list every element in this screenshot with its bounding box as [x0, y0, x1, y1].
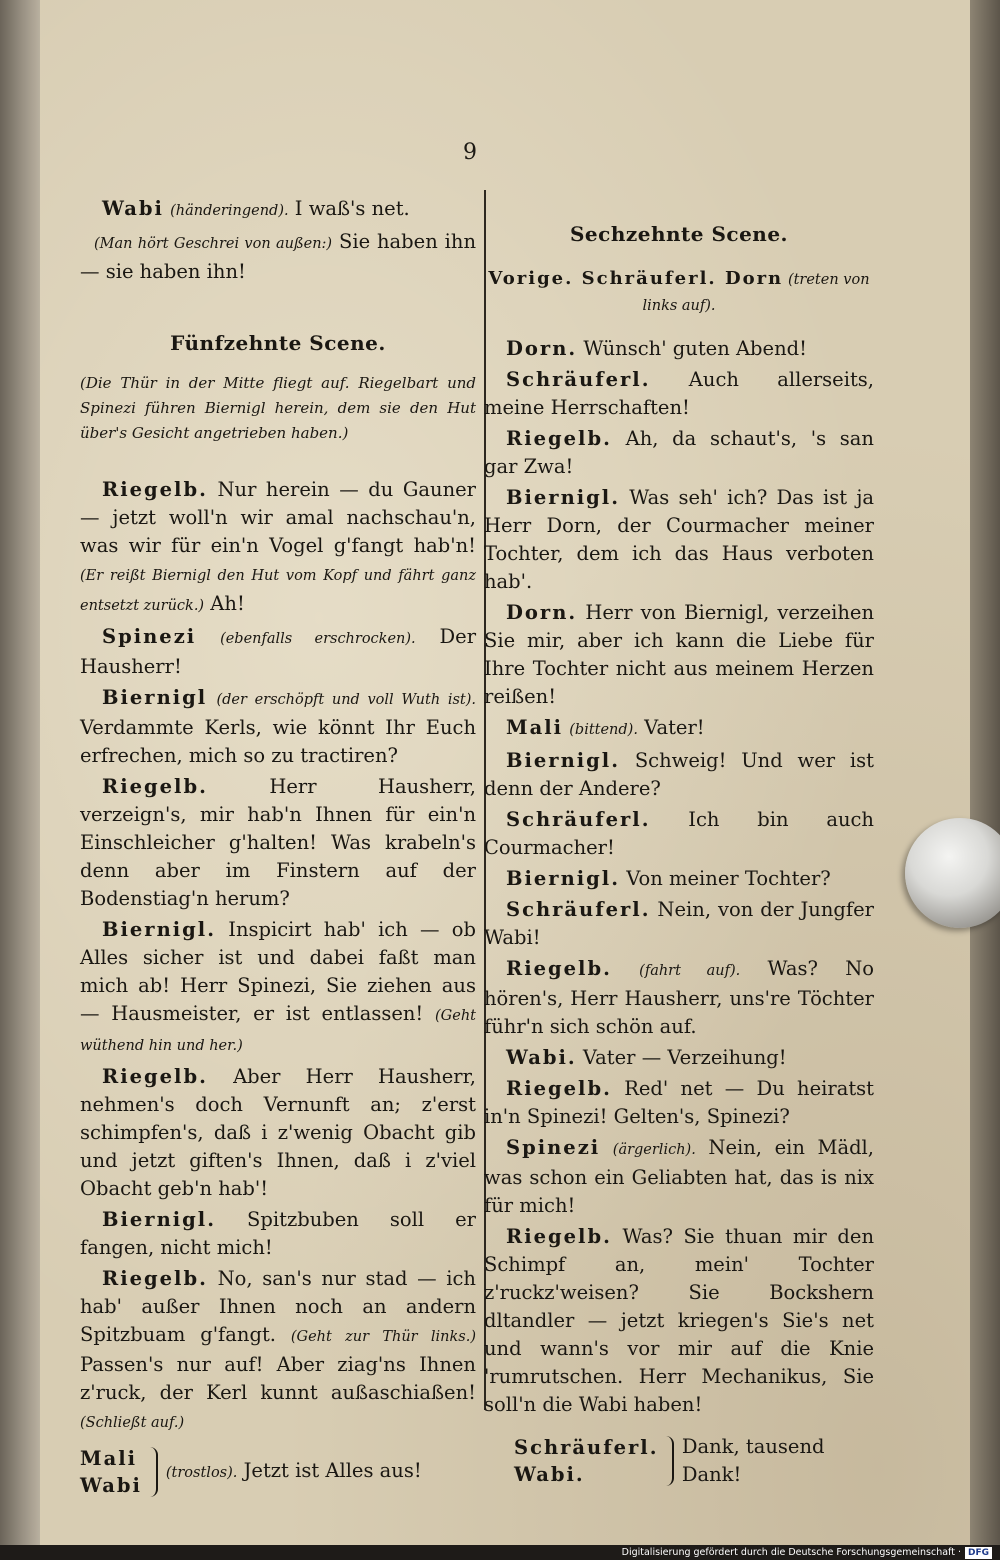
speaker: Wabi.: [514, 1463, 585, 1486]
left-dialogue-list: [80, 476, 476, 1437]
dialogue: Herr Hausherr, verzeign's, mir hab'n Ihnen für ein'n Einschleicher g'halten! Was krabeln's denn aber im Finstern auf der Bodenstiag'n herum?: [80, 775, 476, 910]
speaker: Riegelb.: [506, 1077, 612, 1100]
page-right-edge: [970, 0, 1000, 1545]
dialogue: Was? No hören's, Herr Hausherr, uns're Töchter führ'n sich schön auf.: [484, 957, 874, 1038]
dialogue-line: [484, 896, 874, 952]
scene-direction: (Die Thür in der Mitte fliegt auf. Riegelbart und Spinezi führen Biernigl herein, dem sie den Hut über's Gesicht angetrieben haben.): [80, 374, 476, 442]
dialogue-line: [80, 623, 476, 681]
duo-line: [484, 1433, 874, 1489]
speaker: Riegelb.: [102, 1065, 208, 1088]
duo-speech: [166, 1457, 422, 1487]
speaker: Schräuferl.: [506, 368, 651, 391]
dialogue: Passen's nur auf! Aber ziag'ns Ihnen z'ruck, der Kerl kunnt außaschiaßen!: [80, 1353, 476, 1404]
dialogue: Dank, tausend Dank!: [681, 1435, 825, 1486]
stage-direction: (trostlos).: [165, 1465, 238, 1481]
dialogue: No, san's nur stad — ich hab' außer Ihnen noch an andern Spitzbuam g'fangt.: [80, 1267, 476, 1346]
dialogue-line: [484, 865, 874, 893]
dialogue-line: [484, 1134, 874, 1220]
dialogue: Was? Sie thuan mir den Schimpf an, mein' Tochter z'ruckz'weisen? Sie Bockshern dltandler — jetzt kriegen's Sie's net und wann's vor mir auf die Knie 'rumrutschen. Herr Mechanikus, Sie soll'n die Wabi haben!: [484, 1225, 875, 1416]
page-number: 9: [463, 140, 477, 165]
speaker: Mali: [506, 716, 564, 739]
digitization-credit: [622, 1545, 992, 1560]
speaker: Riegelb.: [102, 1267, 208, 1290]
speaker: Riegelb.: [506, 427, 612, 450]
duo-line: [80, 1445, 476, 1499]
opening-line: [80, 195, 476, 225]
brace-glyph: [148, 1447, 158, 1497]
dialogue: Wünsch' guten Abend!: [583, 337, 807, 360]
speaker: Spinezi: [506, 1136, 601, 1159]
dialogue: Auch allerseits, meine Herrschaften!: [484, 368, 875, 419]
dialogue-line: [80, 476, 476, 620]
dialogue-line: [80, 1265, 476, 1437]
speaker: Biernigl.: [506, 749, 620, 772]
dialogue-line: [484, 1075, 874, 1131]
stage-direction: (Geht zur Thür links.): [290, 1329, 476, 1345]
scene-heading: Fünfzehnte Scene.: [170, 331, 386, 355]
dialogue: Nein, von der Jungfer Wabi!: [484, 898, 874, 949]
dialogue-line: [484, 366, 874, 422]
offstage-line: [80, 228, 476, 286]
dialogue: Von meiner Tochter?: [626, 867, 831, 890]
dialogue: Schweig! Und wer ist denn der Andere?: [484, 749, 874, 800]
stage-direction: (treten von links auf).: [642, 272, 870, 314]
brace-glyph: [664, 1436, 673, 1486]
speaker: Schräuferl.: [514, 1436, 659, 1459]
dialogue-line: [484, 714, 874, 744]
dialogue-line: [484, 599, 874, 711]
speaker: Biernigl.: [506, 867, 620, 890]
dialogue-line: [80, 684, 476, 770]
speaker: Wabi.: [506, 1046, 577, 1069]
right-column: [484, 220, 874, 1489]
dialogue: Verdammte Kerls, wie könnt Ihr Euch erfrechen, mich so zu tractiren?: [80, 716, 476, 767]
dialogue-line: [484, 806, 874, 862]
dialogue-line: [484, 747, 874, 803]
stage-direction: (händeringend).: [170, 203, 289, 219]
speakers: Vorige. Schräuferl. Dorn: [488, 268, 784, 289]
stage-direction: (der erschöpft und voll Wuth ist).: [216, 692, 477, 708]
dialogue-line: [80, 1206, 476, 1262]
speaker: Biernigl: [102, 686, 208, 709]
speaker: Schräuferl.: [506, 898, 651, 921]
dialogue: Vater!: [644, 716, 705, 739]
dialogue: Sie haben ihn — sie haben ihn!: [80, 230, 477, 283]
dialogue: Vater — Verzeihung!: [582, 1046, 787, 1069]
speaker: Biernigl.: [506, 486, 620, 509]
speaker: Riegelb.: [102, 775, 208, 798]
dfg-logo: DFG: [965, 1547, 992, 1559]
dialogue-line: [80, 1063, 476, 1203]
stage-direction: (fahrt auf).: [639, 963, 741, 979]
speaker: Riegelb.: [506, 957, 612, 980]
dialogue-line: [484, 955, 874, 1041]
dialogue-line: [80, 916, 476, 1060]
dialogue: Nein, ein Mädl, was schon ein Geliabten hat, das is nix für mich!: [484, 1136, 874, 1217]
speaker: Biernigl.: [102, 918, 216, 941]
speaker: Riegelb.: [506, 1225, 612, 1248]
credit-text: Digitalisierung gefördert durch die Deutsche Forschungsgemeinschaft ·: [621, 1547, 961, 1558]
book-spine-edge: [0, 0, 42, 1560]
left-column: [80, 195, 476, 1499]
dialogue: Aber Herr Hausherr, nehmen's doch Vernunft an; z'erst schimpfen's, daß i z'wenig Obacht gib und jetzt giften's Ihnen, daß i z'viel Obacht geb'n hab'!: [80, 1065, 477, 1200]
scene-direction: [484, 266, 874, 319]
duo-speakers: [80, 1445, 148, 1499]
duo-speakers: [514, 1434, 664, 1488]
dialogue: Inspicirt hab' ich — ob Alles sicher ist und dabei faßt man mich ab! Herr Spinezi, Sie ziehen aus — Hausmeister, er ist entlassen!: [80, 918, 476, 1025]
dialogue: Herr von Biernigl, verzeihen Sie mir, aber ich kann die Liebe für Ihre Tochter nicht aus meinem Herzen reißen!: [484, 601, 875, 708]
speaker: Biernigl.: [102, 1208, 216, 1231]
scene-heading: Sechzehnte Scene.: [569, 222, 789, 246]
stage-direction: (Schließt auf.): [80, 1415, 185, 1431]
dialogue-line: [484, 1223, 874, 1419]
dialogue: Spitzbuben soll er fangen, nicht mich!: [80, 1208, 477, 1259]
speaker: Dorn.: [506, 337, 578, 360]
dialogue: Jetzt ist Alles aus!: [243, 1459, 422, 1482]
right-dialogue-list: [484, 335, 874, 1419]
dialogue-line: [484, 425, 874, 481]
dialogue-line: [484, 484, 874, 596]
stage-direction: (Er reißt Biernigl den Hut vom Kopf und fährt ganz entsetzt zurück.): [80, 568, 476, 614]
speaker: Wabi: [80, 1474, 142, 1497]
dialogue: Was seh' ich? Das ist ja Herr Dorn, der Courmacher meiner Tochter, dem ich das Haus verboten hab'.: [484, 486, 874, 593]
speaker: Riegelb.: [102, 478, 208, 501]
speaker: Dorn.: [506, 601, 578, 624]
dialogue: Der Hausherr!: [80, 625, 477, 678]
speaker: Wabi: [102, 197, 164, 220]
dialogue-line: [484, 1044, 874, 1072]
dialogue: I waß's net.: [294, 197, 410, 220]
stage-direction: (ebenfalls erschrocken).: [220, 631, 416, 647]
stage-direction: (bittend).: [569, 722, 638, 738]
dialogue: Ah, da schaut's, 's san gar Zwa!: [484, 427, 874, 478]
speaker: Spinezi: [102, 625, 197, 648]
speaker: Schräuferl.: [506, 808, 651, 831]
dialogue: Ich bin auch Courmacher!: [484, 808, 874, 859]
dialogue-line: [484, 335, 874, 363]
stage-direction: (ärgerlich).: [612, 1142, 696, 1158]
stage-direction: (Man hört Geschrei von außen:): [94, 236, 333, 252]
dialogue-line: [80, 773, 476, 913]
stage-direction: (Geht wüthend hin und her.): [80, 1008, 476, 1054]
dialogue: Nur herein — du Gauner — jetzt woll'n wir amal nachschau'n, was wir für ein'n Vogel g'fangt hab'n!: [80, 478, 477, 557]
dialogue: Red' net — Du heiratst in'n Spinezi! Gelten's, Spinezi?: [484, 1077, 875, 1128]
dialogue: Ah!: [210, 592, 245, 615]
speaker: Mali: [80, 1447, 138, 1470]
